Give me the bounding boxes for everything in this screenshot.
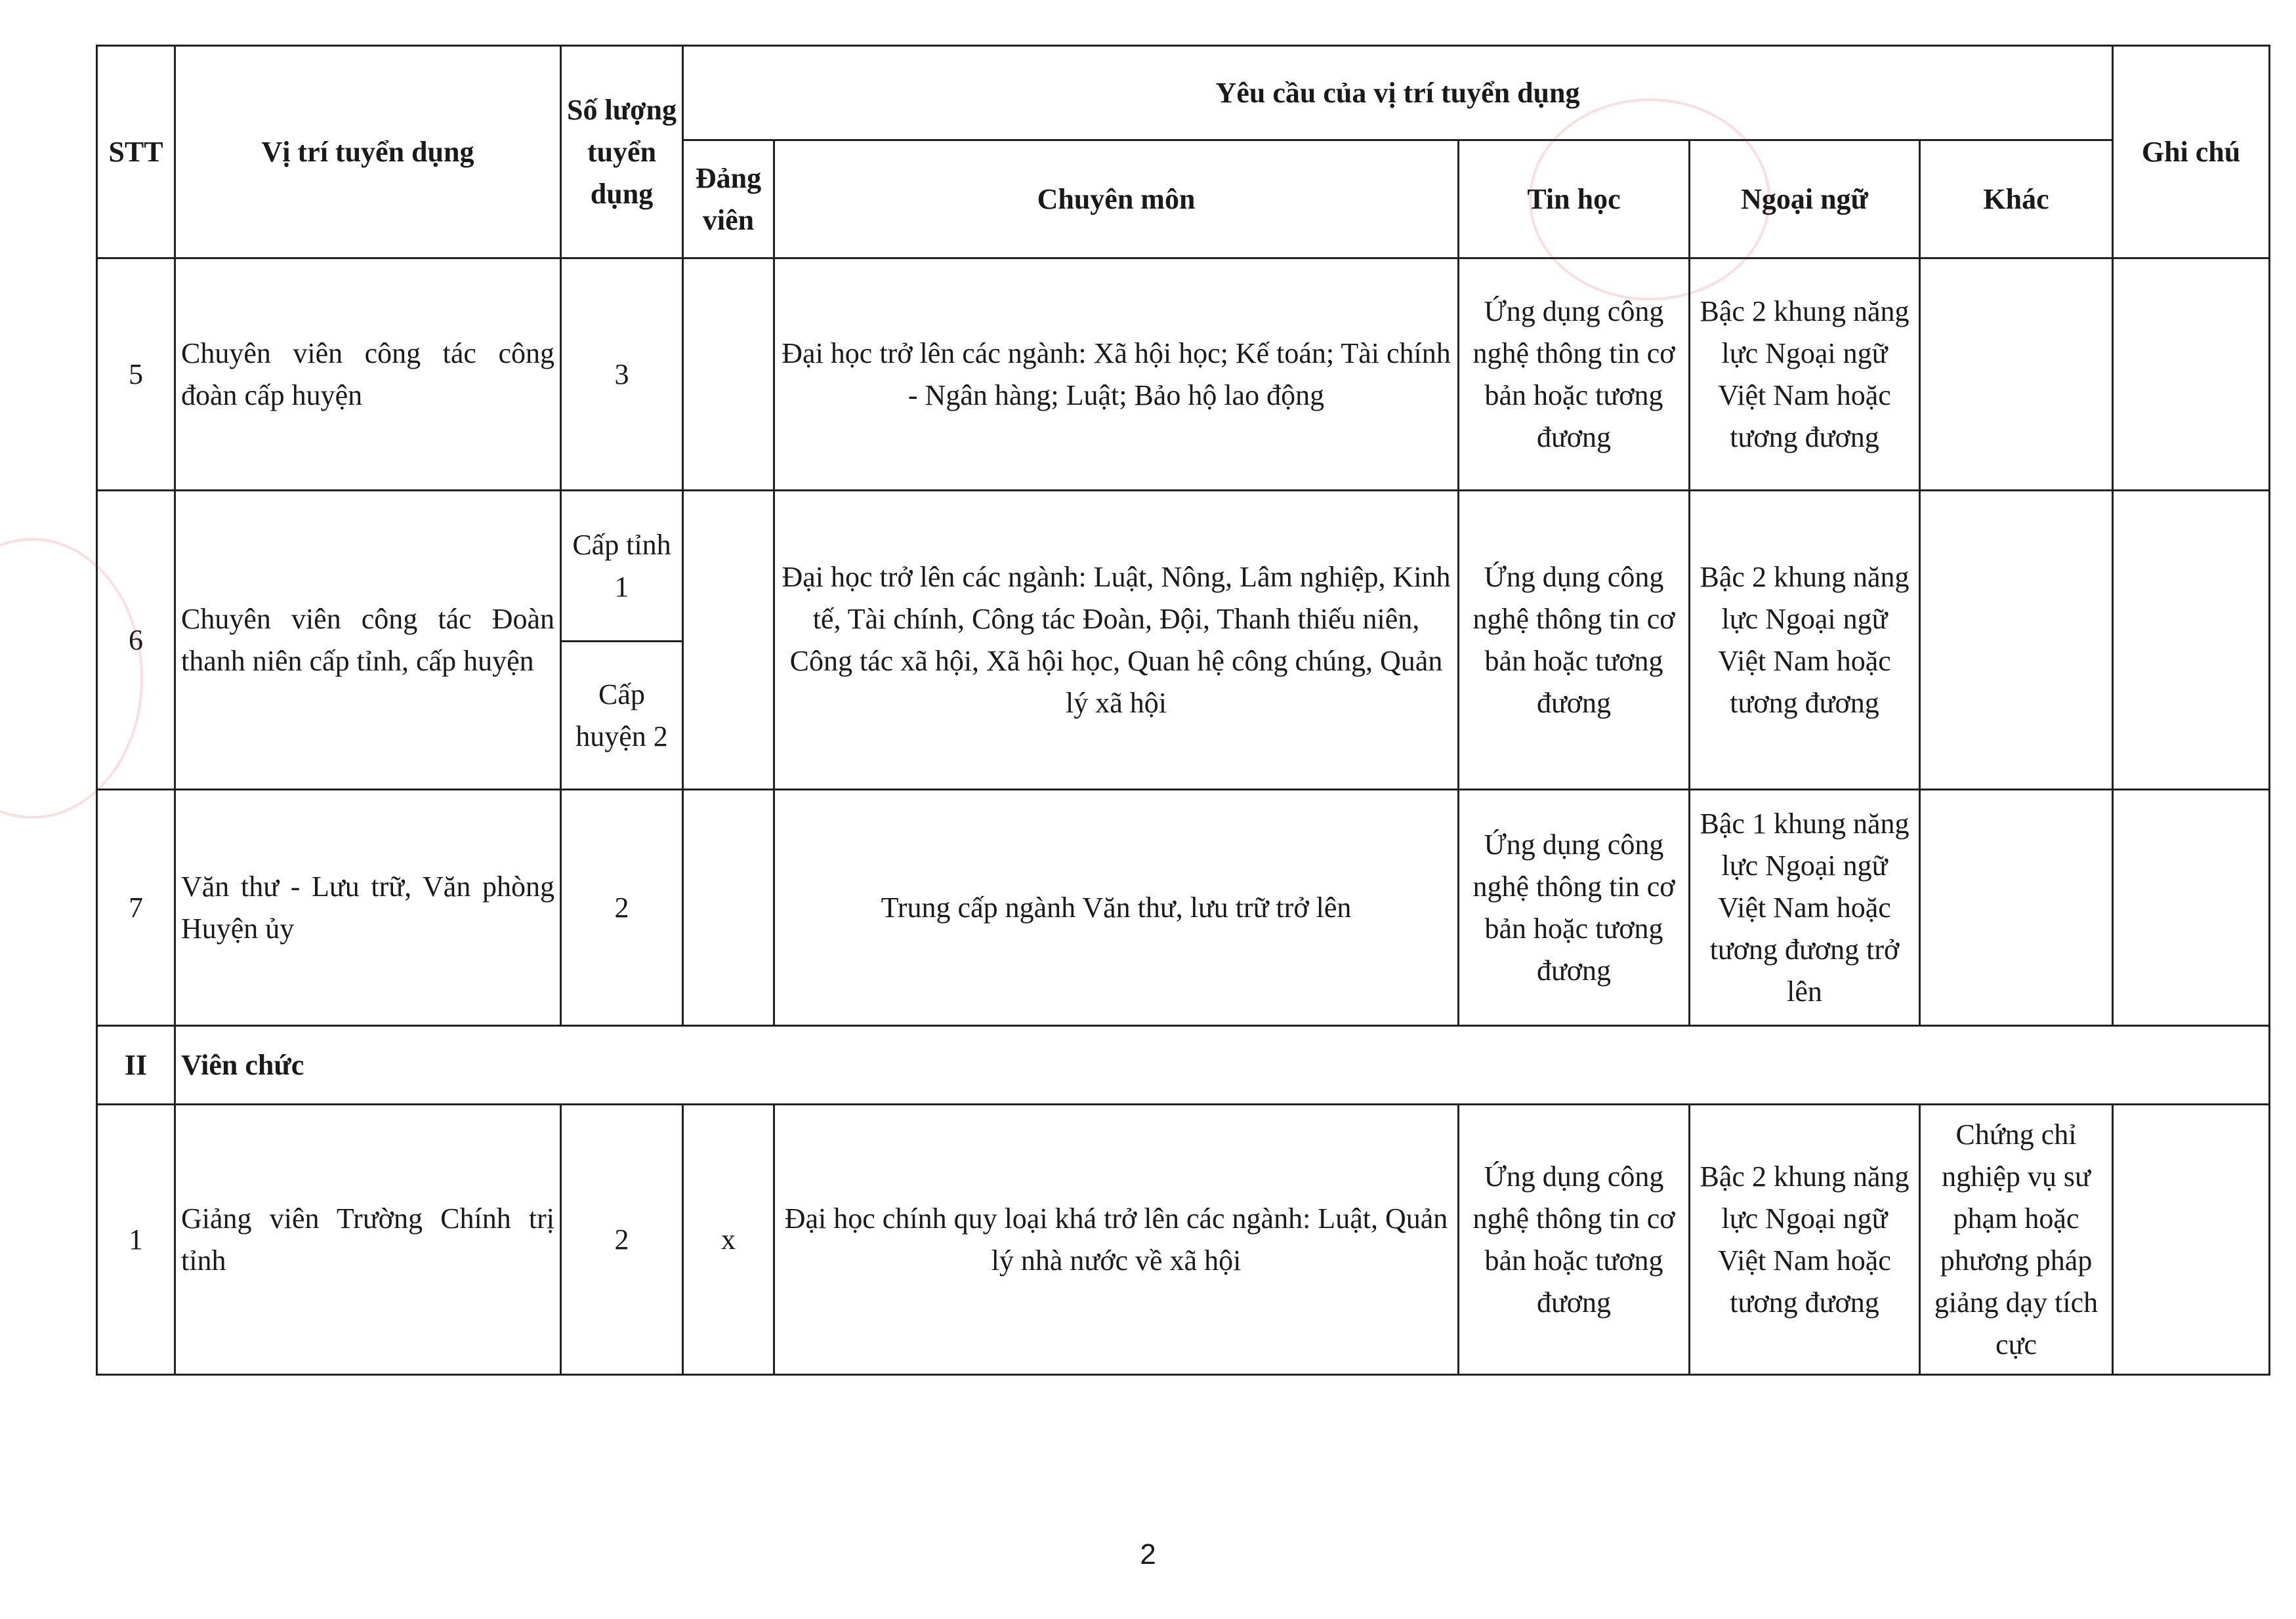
header-it: Tin học [1459,140,1690,258]
row-stt: 1 [97,1105,175,1375]
row-quantity: 3 [561,258,683,491]
row-it: Ứng dụng công nghệ thông tin cơ bản hoặc tương đương [1459,790,1690,1026]
row-party-member [683,491,774,790]
recruitment-table-container [96,45,2268,1376]
row-position: Giảng viên Trường Chính trị tỉnh [175,1105,561,1375]
row-it: Ứng dụng công nghệ thông tin cơ bản hoặc tương đương [1459,1105,1690,1375]
header-requirements: Yêu cầu của vị trí tuyển dụng [683,46,2113,140]
table-row [97,790,2270,1026]
table-row [97,491,2270,642]
row-stt: 7 [97,790,175,1026]
header-stt: STT [97,46,175,258]
header-quantity: Số lượng tuyển dụng [561,46,683,258]
row-language: Bậc 2 khung năng lực Ngoại ngữ Việt Nam hoặc tương đương [1690,1105,1920,1375]
row-quantity-district: Cấp huyện 2 [561,642,683,790]
row-other [1920,790,2113,1026]
row-quantity: 2 [561,1105,683,1375]
row-stt: 6 [97,491,175,790]
header-major: Chuyên môn [774,140,1459,258]
row-party-member [683,790,774,1026]
row-party-member: x [683,1105,774,1375]
header-position: Vị trí tuyển dụng [175,46,561,258]
row-note [2113,491,2270,790]
row-other [1920,258,2113,491]
row-position: Chuyên viên công tác công đoàn cấp huyện [175,258,561,491]
row-language: Bậc 2 khung năng lực Ngoại ngữ Việt Nam hoặc tương đương [1690,491,1920,790]
row-major: Đại học trở lên các ngành: Xã hội học; Kế toán; Tài chính - Ngân hàng; Luật; Bảo hộ lao động [774,258,1459,491]
row-quantity-province: Cấp tỉnh 1 [561,491,683,642]
header-other: Khác [1920,140,2113,258]
section-title: Viên chức [175,1026,2270,1105]
row-stt: 5 [97,258,175,491]
row-position: Chuyên viên công tác Đoàn thanh niên cấp tỉnh, cấp huyện [175,491,561,790]
section-stt: II [97,1026,175,1105]
row-it: Ứng dụng công nghệ thông tin cơ bản hoặc tương đương [1459,258,1690,491]
page-number: 2 [1140,1538,1156,1570]
table-row [97,258,2270,491]
header-language: Ngoại ngữ [1690,140,1920,258]
row-other [1920,491,2113,790]
header-party-member: Đảng viên [683,140,774,258]
row-note [2113,790,2270,1026]
row-quantity: 2 [561,790,683,1026]
section-row [97,1026,2270,1105]
row-major: Trung cấp ngành Văn thư, lưu trữ trở lên [774,790,1459,1026]
row-it: Ứng dụng công nghệ thông tin cơ bản hoặc tương đương [1459,491,1690,790]
row-language: Bậc 2 khung năng lực Ngoại ngữ Việt Nam hoặc tương đương [1690,258,1920,491]
row-other: Chứng chỉ nghiệp vụ sư phạm hoặc phương pháp giảng dạy tích cực [1920,1105,2113,1375]
row-note [2113,1105,2270,1375]
row-position: Văn thư - Lưu trữ, Văn phòng Huyện ủy [175,790,561,1026]
recruitment-table [96,45,2270,1376]
header-note: Ghi chú [2113,46,2270,258]
row-major: Đại học chính quy loại khá trở lên các ngành: Luật, Quản lý nhà nước về xã hội [774,1105,1459,1375]
table-row [97,1105,2270,1375]
row-major: Đại học trở lên các ngành: Luật, Nông, Lâm nghiệp, Kinh tế, Tài chính, Công tác Đoàn, Đội, Thanh thiếu niên, Công tác xã hội, Xã hội học, Quan hệ công chúng, Quản lý xã hội [774,491,1459,790]
row-party-member [683,258,774,491]
row-note [2113,258,2270,491]
row-language: Bậc 1 khung năng lực Ngoại ngữ Việt Nam hoặc tương đương trở lên [1690,790,1920,1026]
